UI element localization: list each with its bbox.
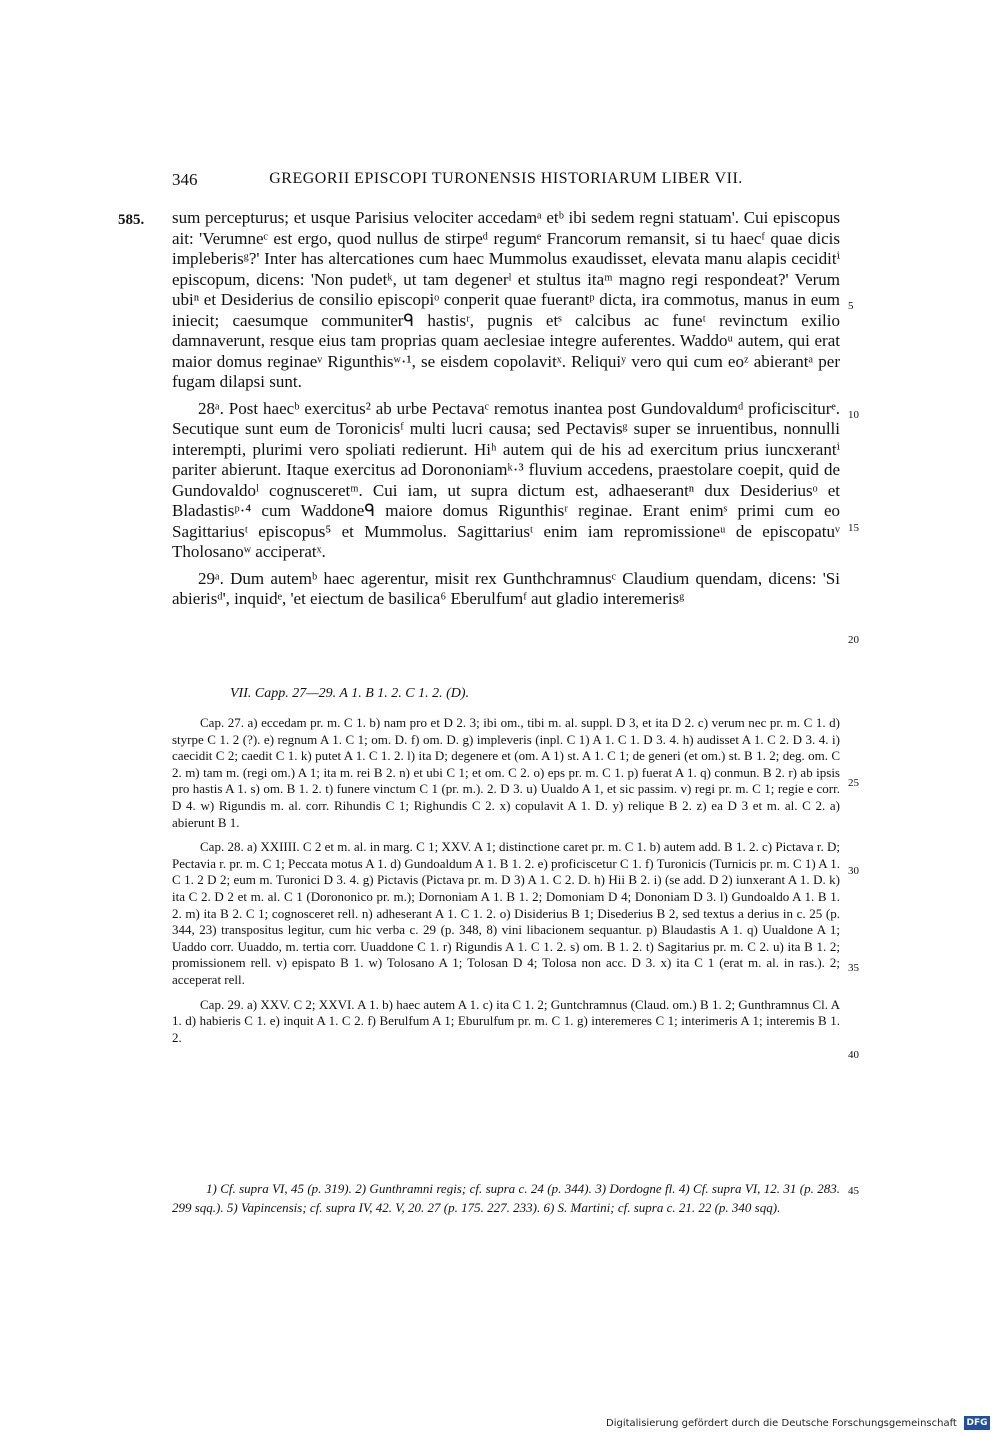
critical-apparatus [172,715,840,1046]
line-number: 25 [848,777,859,789]
apparatus-cap-29: Cap. 29. a) XXV. C 2; XXVI. A 1. b) haec autem A 1. c) ita C 1. 2; Guntchramnus (Claud. om.) B 1. 2; Gunthramnus Cl. A 1. d) habieris C 1. e) inquit A 1. C 2. f) Berulfum A 1; Eburulfum pr. m. C 1. g) interemeres C 1; interimeris A 1; interemis B 1. 2. [172,996,840,1045]
line-number: 35 [848,962,859,974]
line-number: 10 [848,409,859,421]
paragraph-29: 29ᵃ. Dum autemᵇ haec agerentur, misit rex Gunthchramnusᶜ Claudium quendam, dicens: 'Si abierisᵈ', inquidᵉ, 'et eiectum de basilica⁶ Eberulfumᶠ aut gladio interemerisᵍ [172,568,840,608]
dfg-logo: DFG [964,1416,990,1430]
paragraph-27-end: sum percepturus; et usque Parisius velociter accedamᵃ etᵇ ibi sedem regni statuam'. Cui episcopus ait: 'Verumneᶜ est ergo, quod nullus de stirpeᵈ regumᵉ Francorum remansit, si tu haecᶠ quae dicis impleberisᵍ?' Inter has altercationes cum haec Mummolus exaudisset, elevata manu alapis ceciditⁱ episcopum, dicens: 'Non pudetᵏ, ut tam degenerˡ et stultus itaᵐ magno regi respondeat?' Verum ubiⁿ et Desiderius de consilio episcopiᵒ conperit quae fuerantᵖ dicta, ira commotus, manus in eum iniecit; caesumque communiterᑫ hastisʳ, pugnis etˢ calcibus ac funeᵗ revinctum exilio damnaverunt, resque eius tam proprias quam aeclesiae integre auferentes. Waddoᵘ autem, qui erat maior domus reginaeᵛ Rigunthisʷ·¹, se eisdem copolavitˣ. Reliquiʸ vero qui cum eoᶻ abierantᵃ per fugam dilapsi sunt. [172,208,840,391]
line-number: 30 [848,865,859,877]
main-text [172,208,840,610]
apparatus-cap-27: Cap. 27. a) eccedam pr. m. C 1. b) nam pro et D 2. 3; ibi om., tibi m. al. suppl. D 3, et ita D 2. c) verum nec pr. m. C 1. d) styrpe C 1. 2 (?). e) regnum A 1. C 1; om. D. f) om. D. g) impleveris (inpl. C 1) A 1. C 1. D 3. 4. h) audisset A 1. C 2. D 3. 4. i) caecidit C 2; caedit C 1. k) putet A 1. C 1. 2. l) ita D; degenere et (om. A 1) st. A 1. C 1; de generi (et om.) st. B 1. 2; deg. om. C 2. m) tam m. (regi om.) A 1; ita m. rei B 2. n) et ubi C 1; et om. C 2. o) eps pr. m. C 1. p) fuerat A 1. q) conmun. B 2. r) ab ipsis pro hastis A 1. s) om. B 1. 2. t) funere vinctum C 1 (pr. m.). 2. D 3. u) Uualdo A 1, et sic passim. v) regi pr. m. C 1; regie e corr. D 4. w) Rigundis m. al. corr. Rihundis C 1; Righundis C 2. x) copulavit A 1. D. y) relique B 2. z) ea D 3 et m. al. C 2. a) abierunt B 1. [172,715,840,830]
footnotes [172,1180,840,1217]
apparatus-cap-28: Cap. 28. a) XXIIII. C 2 et m. al. in marg. C 1; XXV. A 1; distinctione caret pr. m. C 1. b) autem add. B 1. 2. c) Pictava r. D; Pectavia r. pr. m. C 1; Peccata motus A 1. d) Gundoaldum A 1. B 1. 2. e) proficiscetur C 1. f) Turonicis (Turnicis pr. m. C 1) A 1. C 1. 2 D 2; eum m. Turonici D 3. 4. g) Pictavis (Pictava pr. m. D 3) A 1. C 2. D. h) Hii B 2. i) (se add. D 2) iunxerant A 1. D. k) ita C 2. D 2 et m. al. C 1 (Dorononico pr. m.); Dornoniam A 1. B 1. 2; Domoniam D 4; Dononiam D 3. l) Gundoaldo A 1. B 1. 2. m) ita B 2. C 1; cognosceret rell. n) adheserant A 1. C 1. 2. o) Disiderius B 1; Disederius B 2, sed textus a derius in c. 25 (p. 344, 23) transpositus legitur, cum hic verba c. 29 (p. 348, 8) vini libacionem sequantur. p) Blaudastis A 1. q) Uualdone A 1; Uaddo corr. Uuaddo, m. tertia corr. Uuaddone C 1. r) Rigundis A 1. C 1. 2. s) om. B 1. 2. t) Sagitarius pr. m. C 2. u) ita B 1. 2; promissionem rell. v) epispato B 1. w) Tolosano A 1; Tolosan D 4; Tolosa non acc. D 3. x) ita C 1 (erat m. al. in ras.). 2; acceperat rell. [172,839,840,987]
paragraph-28: 28ᵃ. Post haecᵇ exercitus² ab urbe Pectavaᶜ remotus inantea post Gundovaldumᵈ proficisciturᵉ. Secutique sunt eum de Toronicisᶠ multi lucri causa; sed Pectavisᵍ super se inruentibus, nonnulli interempti, plurimi vero spoliati redierunt. Hiʰ autem qui de his ad exercitum prius iuncxerantⁱ pariter abierunt. Itaque exercitus ad Dorononiamᵏ·³ fluvium accedens, praestolare coepit, quid de Gundovaldoˡ cognusceretᵐ. Cui iam, ut supra dictum est, adhaeserantⁿ dux Desideriusᵒ et Bladastisᵖ·⁴ cum Waddoneᑫ maiore domus Rigunthisʳ reginae. Erant enimˢ primi cum eo Sagittariusᵗ episcopus⁵ et Mummolus. Sagittariusᵗ enim iam repromissioneᵘ de episcopatuᵛ Tholosanoʷ acciperatˣ. [172,398,840,561]
page-number: 346 [172,170,198,189]
line-number: 15 [848,522,859,534]
line-number: 40 [848,1049,859,1061]
line-number: 45 [848,1185,859,1197]
footnote-block: 1) Cf. supra VI, 45 (p. 319). 2) Gunthramni regis; cf. supra c. 24 (p. 344). 3) Dordogne fl. 4) Cf. supra VI, 12. 31 (p. 283. 299 sqq.). 5) Vapincensis; cf. supra IV, 42. V, 20. 27 (p. 175. 227. 233). 6) S. Martini; cf. supra c. 21. 22 (p. 340 sqq). [172,1181,840,1215]
year-marker: 585. [118,212,145,228]
apparatus-header: VII. Capp. 27—29. A 1. B 1. 2. C 1. 2. (D). [230,686,470,701]
page-header [172,170,840,192]
line-number: 20 [848,634,859,646]
line-number: 5 [848,300,854,312]
running-title: GREGORII EPISCOPI TURONENSIS HISTORIARUM LIBER VII. [269,170,743,187]
digitization-credit: Digitalisierung gefördert durch die Deutsche Forschungsgemeinschaft [606,1418,957,1429]
